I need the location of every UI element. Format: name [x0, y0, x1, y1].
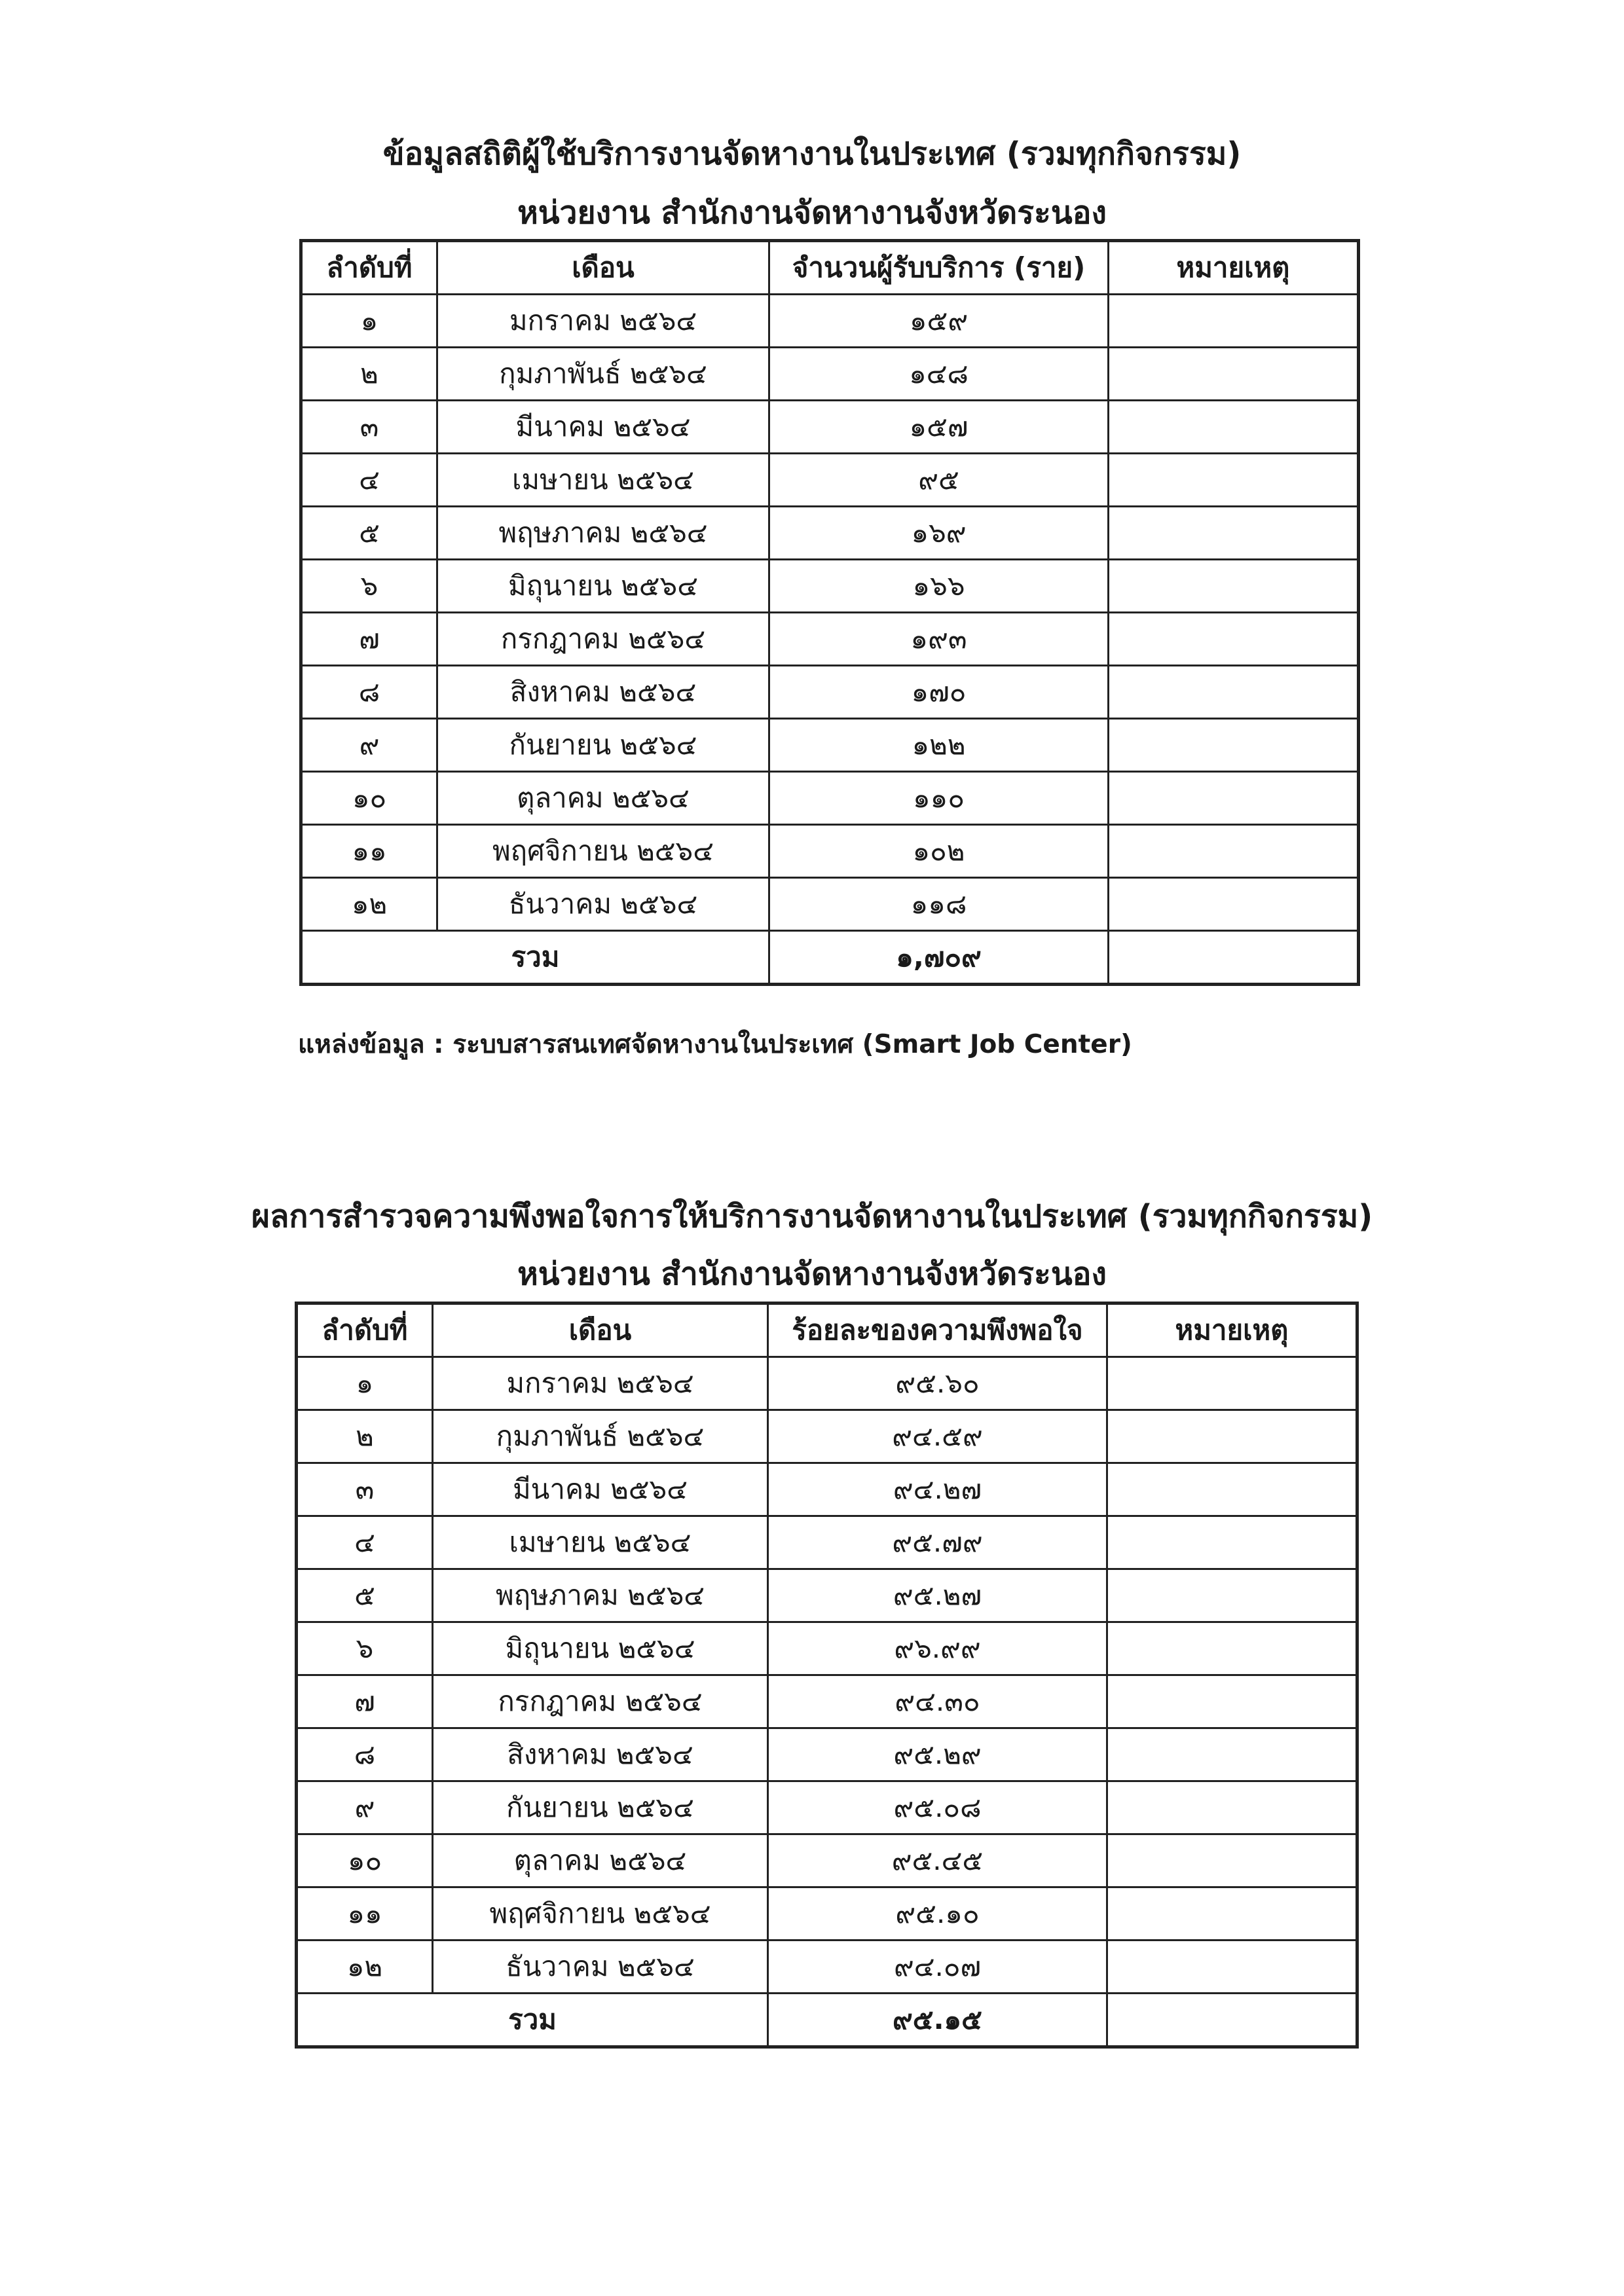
total-row: [301, 931, 1359, 985]
user-statistics-table: [299, 239, 1360, 986]
row-note: [1107, 1516, 1357, 1569]
row-note: [1107, 1622, 1357, 1675]
row-note: [1109, 401, 1359, 454]
row-value: ๑๖๖: [769, 560, 1109, 613]
header-month: เดือน: [433, 1303, 768, 1357]
table1-title: ข้อมูลสถิติผู้ใช้บริการงานจัดหางานในประเทศ (รวมทุกกิจกรรม): [382, 136, 1242, 172]
row-note: [1109, 507, 1359, 560]
row-number: ๙: [297, 1781, 433, 1834]
header-satisfaction: ร้อยละของความพึงพอใจ: [768, 1303, 1107, 1357]
row-value: ๑๕๙: [769, 295, 1109, 348]
table-row: [301, 507, 1359, 560]
row-month: กันยายน ๒๕๖๔: [433, 1781, 768, 1834]
row-month: มกราคม ๒๕๖๔: [433, 1357, 768, 1410]
total-row: [297, 1994, 1357, 2047]
row-value: ๙๕.๐๘: [768, 1781, 1107, 1834]
row-note: [1107, 1834, 1357, 1887]
row-number: ๑๒: [297, 1941, 433, 1994]
row-month: ธันวาคม ๒๕๖๔: [437, 878, 769, 931]
row-number: ๒: [297, 1410, 433, 1463]
table-row: [301, 719, 1359, 772]
row-value: ๑๙๓: [769, 613, 1109, 666]
total-value: ๑,๗๐๙: [769, 931, 1109, 985]
table-row: [297, 1781, 1357, 1834]
row-month: ธันวาคม ๒๕๖๔: [433, 1941, 768, 1994]
row-note: [1109, 613, 1359, 666]
row-number: ๖: [297, 1622, 433, 1675]
table-header-row: [301, 241, 1359, 295]
header-no: ลำดับที่: [297, 1303, 433, 1357]
row-number: ๔: [301, 454, 437, 507]
table2-title: ผลการสำรวจความพึงพอใจการให้บริการงานจัดหางานในประเทศ (รวมทุกกิจกรรม): [251, 1198, 1373, 1235]
row-note: [1109, 825, 1359, 878]
row-note: [1107, 1728, 1357, 1781]
row-value: ๙๔.๕๙: [768, 1410, 1107, 1463]
row-number: ๘: [297, 1728, 433, 1781]
row-value: ๑๒๒: [769, 719, 1109, 772]
row-note: [1109, 454, 1359, 507]
row-number: ๑๑: [297, 1887, 433, 1941]
row-note: [1109, 666, 1359, 719]
row-value: ๙๕.๔๕: [768, 1834, 1107, 1887]
row-month: เมษายน ๒๕๖๔: [433, 1516, 768, 1569]
total-note: [1109, 931, 1359, 985]
table-row: [297, 1357, 1357, 1410]
row-value: ๙๔.๒๗: [768, 1463, 1107, 1516]
row-note: [1109, 878, 1359, 931]
table-row: [301, 825, 1359, 878]
row-value: ๑๑๐: [769, 772, 1109, 825]
row-number: ๔: [297, 1516, 433, 1569]
table-row: [297, 1728, 1357, 1781]
row-month: พฤศจิกายน ๒๕๖๔: [433, 1887, 768, 1941]
row-note: [1107, 1410, 1357, 1463]
row-value: ๙๔.๐๗: [768, 1941, 1107, 1994]
row-note: [1107, 1463, 1357, 1516]
table-row: [297, 1622, 1357, 1675]
row-value: ๙๕.๗๙: [768, 1516, 1107, 1569]
row-note: [1109, 772, 1359, 825]
row-month: มีนาคม ๒๕๖๔: [433, 1463, 768, 1516]
row-month: มีนาคม ๒๕๖๔: [437, 401, 769, 454]
row-month: กุมภาพันธ์ ๒๕๖๔: [437, 348, 769, 401]
row-value: ๙๔.๓๐: [768, 1675, 1107, 1728]
row-month: เมษายน ๒๕๖๔: [437, 454, 769, 507]
table-header-row: [297, 1303, 1357, 1357]
row-number: ๘: [301, 666, 437, 719]
row-note: [1109, 348, 1359, 401]
total-label: รวม: [297, 1994, 768, 2047]
row-month: กุมภาพันธ์ ๒๕๖๔: [433, 1410, 768, 1463]
row-month: มิถุนายน ๒๕๖๔: [433, 1622, 768, 1675]
table-row: [301, 666, 1359, 719]
total-label: รวม: [301, 931, 769, 985]
table-row: [297, 1834, 1357, 1887]
row-month: ตุลาคม ๒๕๖๔: [437, 772, 769, 825]
row-number: ๓: [301, 401, 437, 454]
table1-subtitle: หน่วยงาน สำนักงานจัดหางานจังหวัดระนอง: [517, 194, 1107, 231]
row-number: ๕: [297, 1569, 433, 1622]
row-month: มิถุนายน ๒๕๖๔: [437, 560, 769, 613]
row-value: ๑๕๗: [769, 401, 1109, 454]
total-value: ๙๕.๑๕: [768, 1994, 1107, 2047]
table-row: [297, 1569, 1357, 1622]
total-note: [1107, 1994, 1357, 2047]
table-row: [297, 1463, 1357, 1516]
row-value: ๙๕.๒๙: [768, 1728, 1107, 1781]
row-note: [1107, 1781, 1357, 1834]
row-month: กรกฎาคม ๒๕๖๔: [437, 613, 769, 666]
row-number: ๑๐: [297, 1834, 433, 1887]
row-value: ๙๖.๙๙: [768, 1622, 1107, 1675]
row-note: [1107, 1887, 1357, 1941]
row-value: ๙๕.๒๗: [768, 1569, 1107, 1622]
table-row: [297, 1410, 1357, 1463]
row-month: กรกฎาคม ๒๕๖๔: [433, 1675, 768, 1728]
table-row: [301, 348, 1359, 401]
row-number: ๒: [301, 348, 437, 401]
header-month: เดือน: [437, 241, 769, 295]
header-count: จำนวนผู้รับบริการ (ราย): [769, 241, 1109, 295]
row-number: ๖: [301, 560, 437, 613]
row-note: [1109, 560, 1359, 613]
row-month: สิงหาคม ๒๕๖๔: [437, 666, 769, 719]
table-row: [297, 1941, 1357, 1994]
row-value: ๑๑๘: [769, 878, 1109, 931]
table-row: [301, 295, 1359, 348]
row-value: ๙๕.๖๐: [768, 1357, 1107, 1410]
row-number: ๑: [297, 1357, 433, 1410]
table2-subtitle: หน่วยงาน สำนักงานจัดหางานจังหวัดระนอง: [517, 1256, 1107, 1292]
row-number: ๗: [297, 1675, 433, 1728]
row-note: [1107, 1941, 1357, 1994]
header-note: หมายเหตุ: [1107, 1303, 1357, 1357]
row-number: ๑๐: [301, 772, 437, 825]
row-number: ๗: [301, 613, 437, 666]
row-month: พฤศจิกายน ๒๕๖๔: [437, 825, 769, 878]
row-month: ตุลาคม ๒๕๖๔: [433, 1834, 768, 1887]
row-value: ๑๔๘: [769, 348, 1109, 401]
satisfaction-survey-table: [295, 1302, 1359, 2049]
row-value: ๑๗๐: [769, 666, 1109, 719]
row-number: ๓: [297, 1463, 433, 1516]
table-row: [301, 560, 1359, 613]
row-month: มกราคม ๒๕๖๔: [437, 295, 769, 348]
row-value: ๑๖๙: [769, 507, 1109, 560]
row-number: ๕: [301, 507, 437, 560]
table-row: [301, 878, 1359, 931]
row-number: ๑๒: [301, 878, 437, 931]
table-row: [297, 1516, 1357, 1569]
row-number: ๑๑: [301, 825, 437, 878]
row-note: [1107, 1675, 1357, 1728]
header-no: ลำดับที่: [301, 241, 437, 295]
row-month: กันยายน ๒๕๖๔: [437, 719, 769, 772]
row-value: ๙๕: [769, 454, 1109, 507]
data-source-note: แหล่งข้อมูล : ระบบสารสนเทศจัดหางานในประเทศ (Smart Job Center): [298, 1030, 1132, 1059]
row-note: [1107, 1357, 1357, 1410]
table-row: [301, 401, 1359, 454]
table-row: [301, 772, 1359, 825]
row-month: พฤษภาคม ๒๕๖๔: [433, 1569, 768, 1622]
table-row: [301, 454, 1359, 507]
header-note: หมายเหตุ: [1109, 241, 1359, 295]
row-note: [1107, 1569, 1357, 1622]
table-row: [297, 1887, 1357, 1941]
row-month: พฤษภาคม ๒๕๖๔: [437, 507, 769, 560]
row-note: [1109, 719, 1359, 772]
row-number: ๑: [301, 295, 437, 348]
row-value: ๑๐๒: [769, 825, 1109, 878]
row-number: ๙: [301, 719, 437, 772]
table-row: [301, 613, 1359, 666]
row-value: ๙๕.๑๐: [768, 1887, 1107, 1941]
row-month: สิงหาคม ๒๕๖๔: [433, 1728, 768, 1781]
row-note: [1109, 295, 1359, 348]
table-row: [297, 1675, 1357, 1728]
